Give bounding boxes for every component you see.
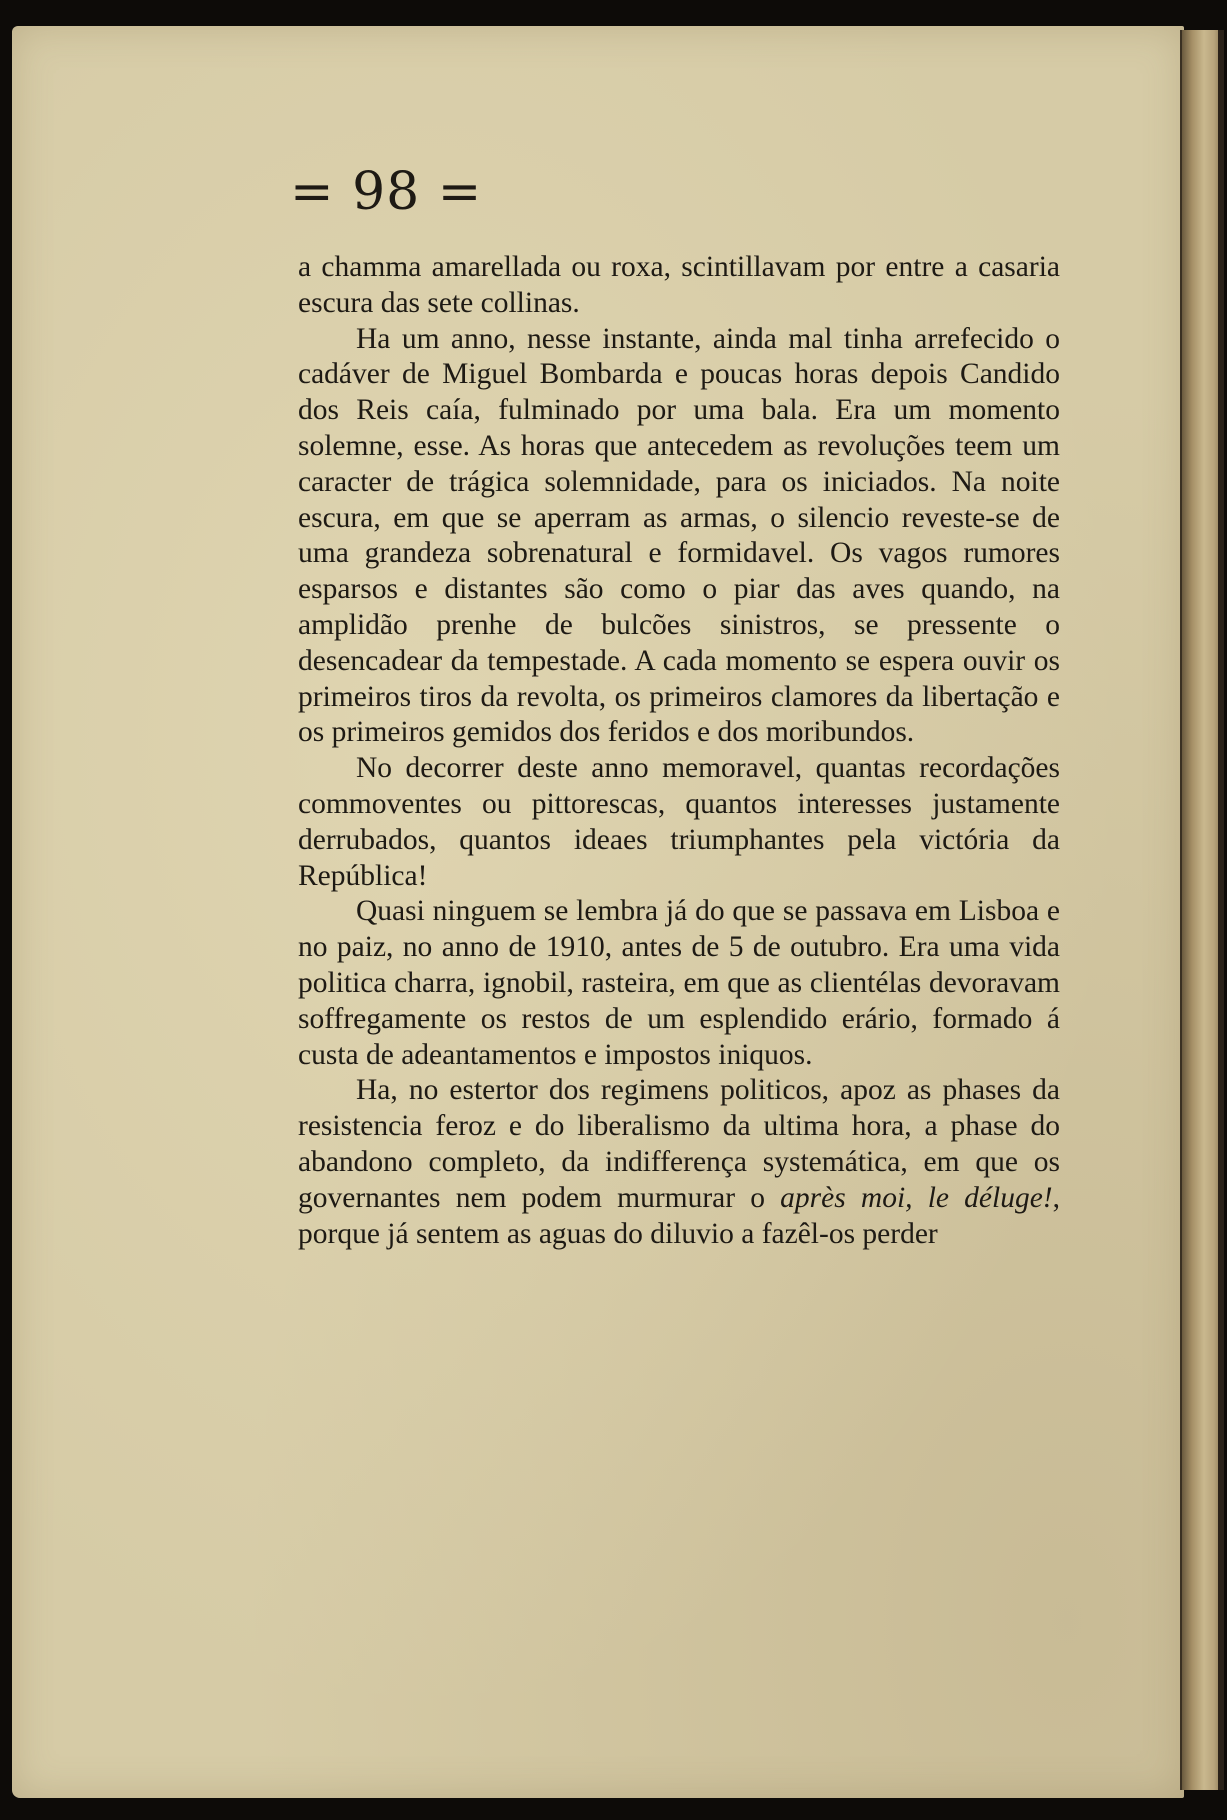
paragraph-5-italic-phrase: après moi, le déluge! [780,1181,1053,1214]
paragraph-4: Quasi ninguem se lembra já do que se passava em Lisboa e no paiz, no anno de 1910, antes de 5 de outubro. Era uma vida politica charra, ignobil, rasteira, em que as clientélas devoravam soffregamente os restos de um esplendido erário, formado á custa de adeantamentos e impostos iniquos. [298,895,1060,1071]
book-spine [1180,30,1222,1790]
page-number: = 98 = [290,162,483,222]
book-spine-edge [1218,30,1224,1790]
paragraph-5-text-before: Ha, no estertor dos regimens politicos, apoz as phases da resistencia feroz e do liberalismo da ultima hora, a phase do abandono completo, da indifferença systemática, em que os governantes nem podem murmurar o [298,1074,1060,1214]
paragraph-3: No decorrer deste anno memoravel, quantas recordações commoventes ou pittorescas, quantos interesses justamente derrubados, quantos ideaes triumphantes pela victória da República! [298,752,1060,892]
paragraph-2: Ha um anno, nesse instante, ainda mal tinha arrefecido o cadáver de Miguel Bombarda e poucas horas depois Candido dos Reis caía, fulminado por uma bala. Era um momento solemne, esse. As horas que antecedem as revoluções teem um caracter de trágica solemnidade, para os iniciados. Na noite escura, em que se aperram as armas, o silencio reveste-se de uma grandeza sobrenatural e formidavel. Os vagos rumores esparsos e distantes são como o piar das aves quando, na amplidão prenhe de bulcões sinistros, se pressente o desencadear da tempestade. A cada momento se espera ouvir os primeiros tiros da revolta, os primeiros clamores da libertação e os primeiros gemidos dos feridos e dos moribundos. [298,322,1060,749]
paragraph-1: a chamma amarellada ou roxa, scintillavam por entre a casaria escura das sete collinas. [298,251,1060,319]
paragraph-5-text-after: , porque já sentem as aguas do diluvio a fazêl-os perder [298,1181,1060,1250]
paragraph-5 [298,1073,1060,1252]
body-text [298,250,1060,1252]
